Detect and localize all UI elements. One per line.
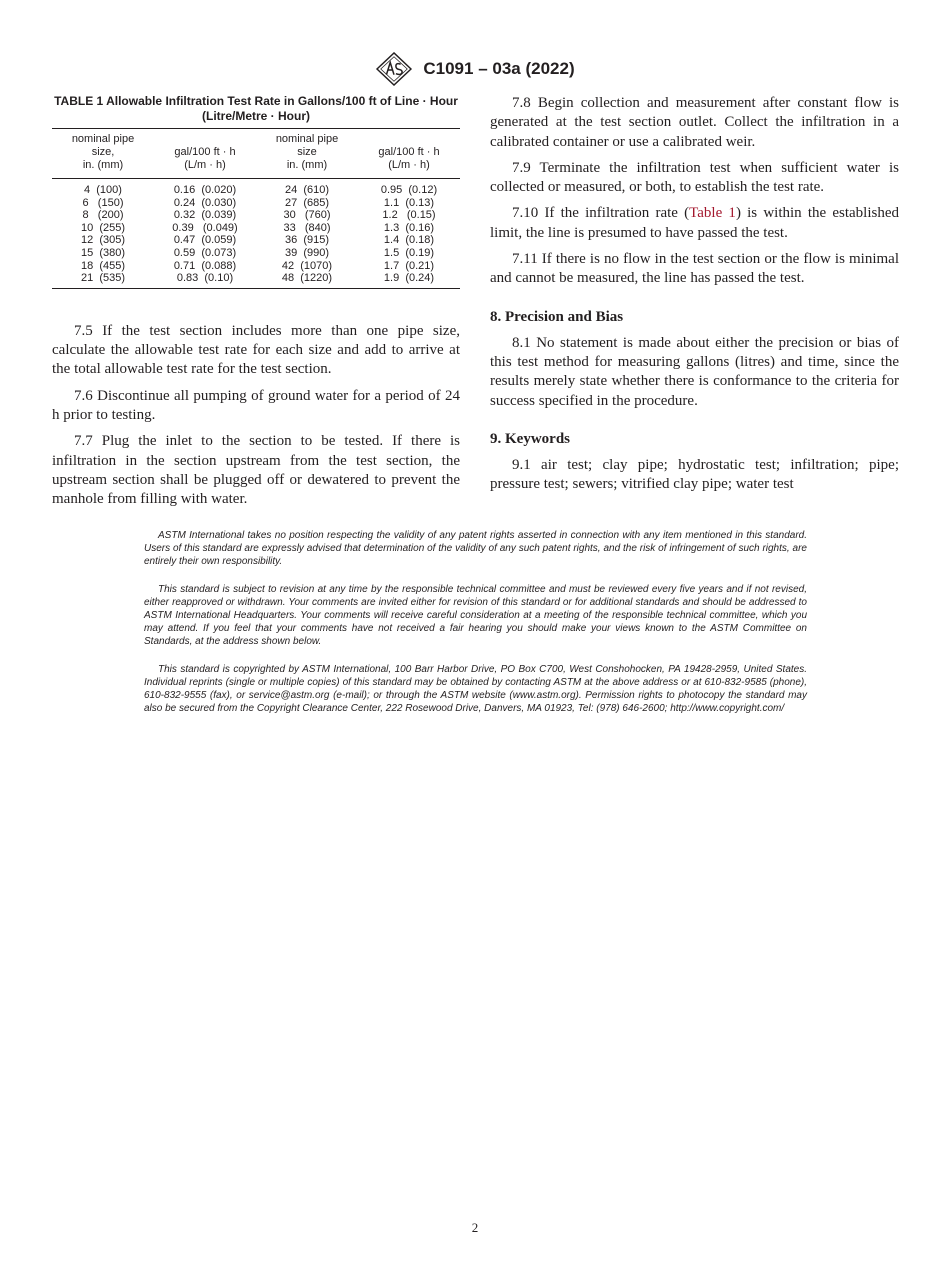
- table-row: [52, 234, 460, 247]
- table-cell: 15 (380): [80, 246, 126, 259]
- table-cell: 30 (760): [283, 209, 331, 222]
- astm-notices: [144, 529, 807, 729]
- table-row: [52, 209, 460, 222]
- table-cell: 39 (990): [284, 246, 330, 259]
- table-row: [52, 272, 460, 288]
- table-cell: 0.16 (0.020): [173, 184, 237, 196]
- table-cell: 0.71 (0.088): [173, 259, 237, 272]
- paragraph-7-10: 7.10 If the infiltration rate (Table 1) is within the established limit, the line is presumed to have passed the test.: [490, 205, 899, 241]
- table-cell: 1.2 (0.15): [382, 209, 436, 222]
- table-cell: 1.4 (0.18): [383, 234, 435, 247]
- header-pipe-size-2: nominal pipe size in. (mm): [256, 129, 358, 179]
- paragraph-7-5: 7.5 If the test section includes more than one pipe size, calculate the allowable test rate for each size and add to arrive at the total allowable test rate for the test section.: [52, 322, 460, 378]
- table-cell: 48 (1220): [256, 272, 358, 288]
- page-number: 2: [471, 1220, 479, 1235]
- table-cell: 0.24 (0.030): [173, 196, 237, 209]
- table-cell: 21 (535): [52, 272, 154, 288]
- table-cell: 42 (1070): [281, 259, 333, 272]
- table-1-link[interactable]: Table 1: [689, 205, 736, 222]
- table-cell: 1.5 (0.19): [383, 246, 435, 259]
- table-cell: 0.59 (0.073): [173, 246, 237, 259]
- table-row: [52, 222, 460, 235]
- paragraph-7-6: 7.6 Discontinue all pumping of ground water for a period of 24 h prior to testing.: [52, 387, 460, 423]
- infiltration-rate-table: [52, 128, 460, 289]
- table-cell: 36 (915): [284, 234, 330, 247]
- astm-logo-icon: [375, 52, 413, 86]
- table-row: [52, 247, 460, 260]
- table-row: [52, 179, 460, 197]
- table-cell: 12 (305): [80, 234, 126, 247]
- table-cell: 1.7 (0.21): [383, 259, 435, 272]
- table-row: [52, 260, 460, 273]
- revision-notice: This standard is subject to revision at any time by the responsible technical committee and must be reviewed every five years and if not revised, either reapproved or withdrawn. Your comments are invited either for revision of this standard or for additional standards and should be addressed to ASTM International Headquarters. Your comments will receive careful consideration at a meeting of the responsible technical committee, which you may attend. If you feel that your comments have not received a fair hearing you should make your views known to the ASTM Committee on Standards, at the address shown below.: [144, 583, 807, 648]
- table-cell: 1.9 (0.24): [358, 272, 460, 288]
- table-cell: 0.32 (0.039): [173, 209, 237, 222]
- patent-notice: ASTM International takes no position respecting the validity of any patent rights asserted in connection with any item mentioned in this standard. Users of this standard are expressly advised that determination of the validity of any such patent rights, and the risk of infringement of such rights, are entirely their own responsibility.: [144, 530, 807, 568]
- paragraph-7-7: 7.7 Plug the inlet to the section to be tested. If there is infiltration in the section upstream from the test section, the upstream section shall be plugged off or dewatered to prevent the manhole from filling with water.: [52, 433, 460, 508]
- paragraph-7-8: 7.8 Begin collection and measurement after constant flow is generated at the test section outlet. Collect the infiltration in a calibrated container or use a calibrated weir.: [490, 95, 899, 150]
- table-cell: 6 (150): [82, 196, 124, 209]
- table-cell: 4 (100): [84, 184, 122, 196]
- section-8-heading: 8. Precision and Bias: [490, 308, 624, 325]
- page-header: [0, 52, 950, 86]
- section-9-heading: 9. Keywords: [490, 430, 570, 447]
- table-row: [52, 197, 460, 210]
- paragraph-7-11: 7.11 If there is no flow in the test section or the flow is minimal and cannot be measured, the line has passed the test.: [490, 251, 899, 287]
- table-cell: 1.1 (0.13): [383, 196, 435, 209]
- table-cell: 0.47 (0.059): [173, 234, 237, 247]
- table-cell: 1.3 (0.16): [383, 221, 435, 234]
- table-cell: 27 (685): [284, 196, 330, 209]
- table-cell: 0.39 (0.049): [172, 221, 238, 234]
- table-cell: 0.83 (0.10): [154, 272, 256, 288]
- table-cell: 10 (255): [80, 221, 126, 234]
- copyright-notice: This standard is copyrighted by ASTM International, 100 Barr Harbor Drive, PO Box C700, West Conshohocken, PA 19428-2959, United States. Individual reprints (single or multiple copies) of this standard may be obtained by contacting ASTM at the above address or at 610-832-9585 (phone), 610-832-9555 (fax), or service@astm.org (e-mail); or through the ASTM website (www.astm.org). Permission rights to photocopy the standard may also be secured from the Copyright Clearance Center, 222 Rosewood Drive, Danvers, MA 01923, Tel: (978) 646-2600; http://www.copyright.com/: [144, 663, 807, 715]
- standard-designation: C1091 – 03a (2022): [423, 59, 575, 78]
- header-pipe-size-1: nominal pipe size, in. (mm): [52, 129, 154, 179]
- table-header-row: [52, 129, 460, 179]
- paragraph-7-9: 7.9 Terminate the infiltration test when sufficient water is collected or measured, or both, to establish the test rate.: [490, 159, 899, 196]
- table-cell: 8 (200): [82, 209, 124, 222]
- table-cell: 24 (610): [284, 184, 330, 196]
- left-column: [52, 94, 460, 516]
- table-cell: 18 (455): [80, 259, 126, 272]
- right-column: [490, 94, 899, 501]
- header-rate-2: gal/100 ft · h (L/m · h): [358, 129, 460, 179]
- header-rate-1: gal/100 ft · h (L/m · h): [154, 129, 256, 179]
- paragraph-8-1: 8.1 No statement is made about either the precision or bias of this test method for measuring gallons (litres) and time, since the results merely state whether there is conformance to the criteria for success specified in the procedure.: [490, 334, 899, 409]
- table-cell: 0.95 (0.12): [380, 184, 438, 196]
- table-1-caption: TABLE 1 Allowable Infiltration Test Rate in Gallons/100 ft of Line · Hour (Litre/Metre · Hour): [54, 94, 458, 123]
- table-cell: 33 (840): [283, 221, 331, 234]
- paragraph-9-1: 9.1 air test; clay pipe; hydrostatic test; infiltration; pipe; pressure test; sewers; vitrified clay pipe; water test: [490, 456, 899, 493]
